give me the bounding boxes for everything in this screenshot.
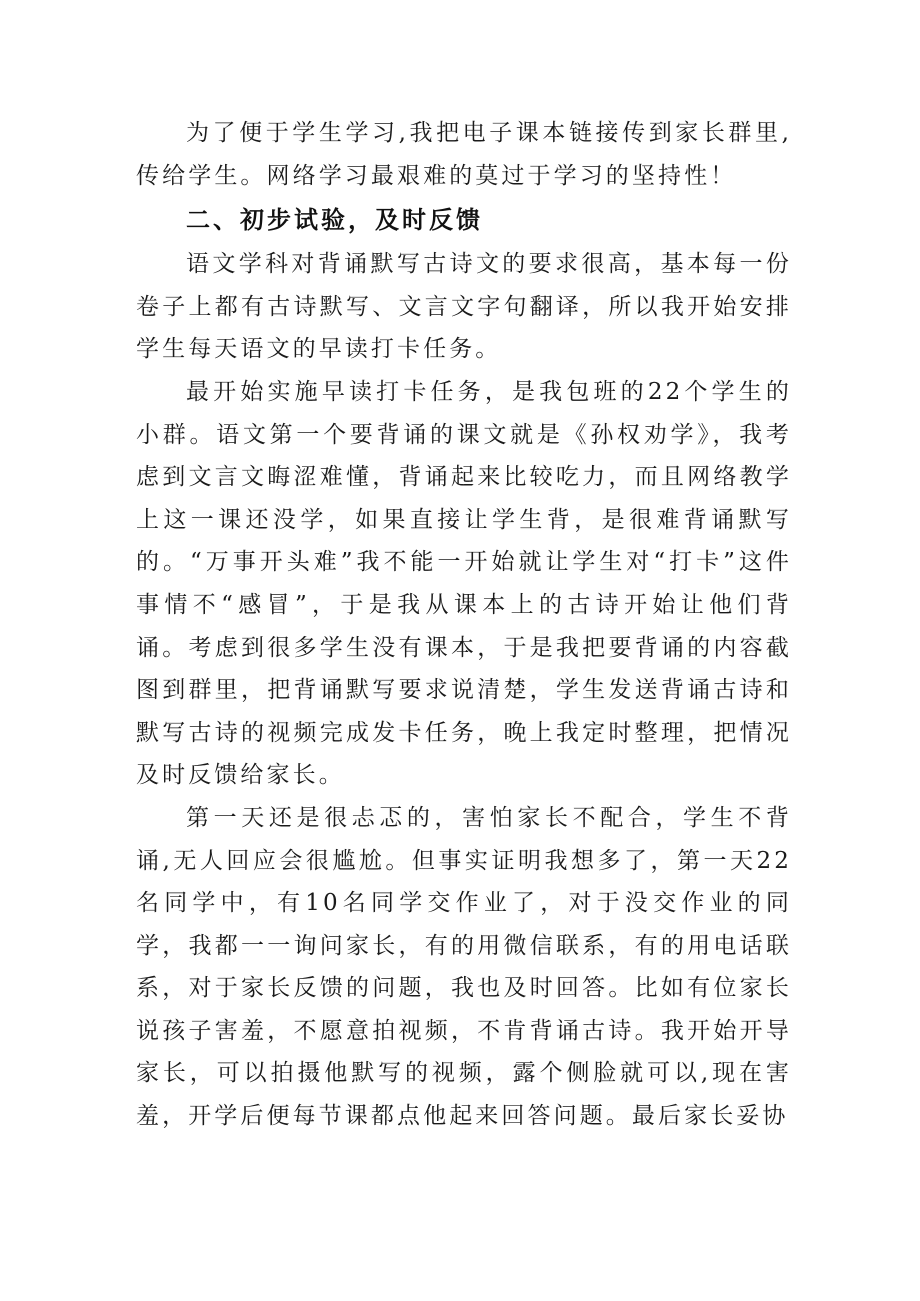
text-line: 的早读打卡任务。 <box>292 336 502 363</box>
section-heading: 二、初步试验，及时反馈 <box>186 206 483 235</box>
text-line: 第一天还是很忐忑的，害怕家长不配合，学生不背诵,无人回 <box>136 804 792 874</box>
paragraph-electronic-textbook <box>136 112 792 197</box>
text-line: 诵的内容截图到群里，把背诵默写要求说清楚，学生发送背诵古 <box>136 634 793 704</box>
text-line: 古诗开始让他们背诵。考虑到很多学生没有课本，于是我把要背 <box>136 591 792 661</box>
text-line: 名同学交作业了，对于没交作业的同学，我都一一询问家长，有 <box>136 890 792 959</box>
text-line: 都有古诗默写、文言文字句翻译，所以我开始安排学生每天语文 <box>136 293 792 363</box>
text-line: 文第一个要背诵的课文就是《孙权劝学》，我考虑到文言文晦涩 <box>136 421 792 491</box>
text-line: 为了便于学生学习,我把电子课本链接传到家长群里,传给学 <box>136 120 792 189</box>
text-line: 时回答。比如有位家长说孩子害羞，不愿意拍视频，不肯背诵古 <box>136 975 792 1044</box>
text-line: 的用微信联系，有的用电话联系，对于家长反馈的问题，我也及 <box>136 932 792 1002</box>
text-line: 时反馈给家长。 <box>162 762 345 789</box>
text-line: 直接让学生背，是很难背诵默写的。“万事开头难”我不能一开 <box>136 506 793 576</box>
text-line: 诗。我开始开导家长，可以拍摄他默写的视频，露个侧脸就可以, <box>136 1017 792 1087</box>
text-line: 语文学科对背诵默写古诗文的要求很高，基本每一份卷子上 <box>136 251 792 320</box>
text-line: 始就让学生对“打卡”这件事情不“感冒”，于是我从课本上的 <box>136 549 793 618</box>
text-line: 应会很尴尬。但事实证明我想多了，第一天22名同学中，有10 <box>136 847 792 917</box>
text-line: 诗和默写古诗的视频完成发卡任务，晚上我定时整理，把情况及 <box>136 677 792 789</box>
text-line: 现在害羞，开学后便每节课都点他起来回答问题。最后家长妥协 <box>136 1060 792 1130</box>
document-body <box>136 112 792 1138</box>
paragraph-first-day <box>136 797 792 1138</box>
text-line: 生。网络学习最艰难的莫过于学习的坚持性！ <box>214 162 737 189</box>
paragraph-chinese-subject <box>136 243 792 371</box>
paragraph-morning-reading <box>136 371 792 797</box>
text-line: 难懂，背诵起来比较吃力，而且网络教学上这一课还没学，如果 <box>136 464 792 533</box>
text-line: 最开始实施早读打卡任务，是我包班的22个学生的小群。语 <box>136 378 792 448</box>
